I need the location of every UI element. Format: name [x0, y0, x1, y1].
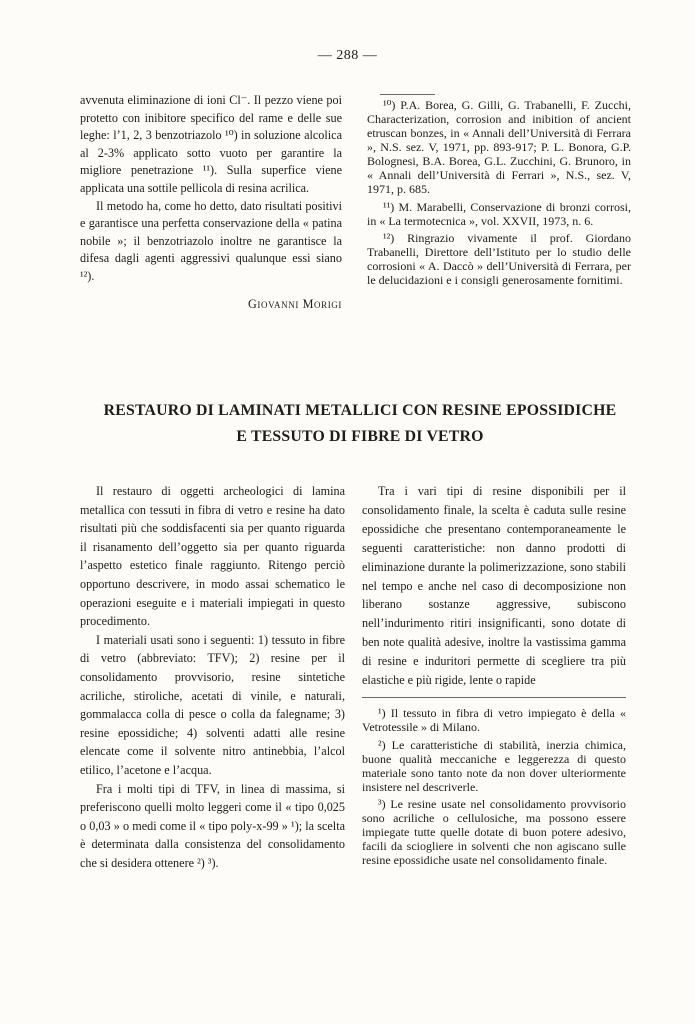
footnote: ¹) Il tessuto in fibra di vetro impiegato è della « Vetrotessile » di Milano. [362, 706, 626, 734]
author-signature: Giovanni Morigi [247, 296, 342, 311]
footnote-rule [380, 94, 435, 95]
page-number: — 288 — [317, 48, 378, 63]
paragraph: I materiali usati sono i seguenti: 1) tessuto in fibre di vetro (abbreviato: TFV); 2) resine per il consolidamento provvisorio, resine sintetiche acriliche, stiroliche, acetati di vinile, e naturali, gommalacca colla di pesce o colla da falegname; 3) resine epossidiche; 4) solventi adatti alle resine elencate come il solvente nitro antinebbia, l’alcol etilico, l’acetone e l’acqua. [80, 632, 345, 777]
article-left-column [80, 482, 345, 872]
paragraph: avvenuta eliminazione di ioni Cl⁻. Il pezzo viene poi protetto con inibitore specifico del rame e delle sue leghe: l’1, 2, 3 benzotriazolo ¹⁰) in soluzione alcolica al 2-3% applicato sotto vuoto per garantire la migliore penetrazione ¹¹). Sulla superfice viene applicata una sottile pellicola di resina acrilica. [80, 93, 342, 195]
footnote: ¹⁰) P.A. Borea, G. Gilli, G. Trabanelli, F. Zucchi, Characterization, corrosion and inibition of ancient etruscan bonzes, in « Annali dell’Università di Ferrara », N.S. sez. V, 1971, pp. 893-917; P. L. Bonora, G.P. Bolognesi, B.A. Borea, G.L. Zucchini, G. Brunoro, in « Annali dell’Università di Ferrari », N.S., sez. V, 1971, p. 685. [367, 98, 631, 196]
paragraph: Tra i vari tipi di resine disponibili per il consolidamento finale, la scelta è caduta sulle resine epossidiche che presentano contemporaneamente le seguenti caratteristiche: non danno prodotti di eliminazione durante la polimerizzazione, sono stabili nel tempo e anche nel caso di decomposizione non liberano sostanze aggressive, subiscono nell’indurimento ritiri insignificanti, sono dotate di ben note qualità adesive, inoltre la vastissima gamma di resine e induritori permette di scegliere tra più elastiche e più rigide, lente o rapide [362, 484, 626, 688]
paragraph: Fra i molti tipi di TFV, in linea di massima, si preferiscono quelli molto leggeri come il « tipo 0,025 o 0,03 » o medi come il « tipo poly-x-99 » ¹); la scelta è determinata dalla consistenza del consolidamento che si desidera ottenere ²) ³). [80, 781, 345, 870]
footnote: ²) Le caratteristiche di stabilità, inerzia chimica, buone qualità meccaniche e leggerezza di questo materiale sono tanto note da non dover ulteriormente insistere nel descriverle. [362, 737, 626, 794]
footnote: ³) Le resine usate nel consolidamento provvisorio sono acriliche o cellulosiche, ma possono essere impiegate tutte quelle dotate di buon potere adesivo, facili da sciogliere in solventi che non agiscano sulle resine epossidiche usate nel consolidamento finale. [362, 797, 626, 867]
footnote-rule [362, 697, 626, 698]
paragraph: Il restauro di oggetti archeologici di lamina metallica con tessuti in fibra di vetro e resine ha dato risultati più che soddisfacenti sia per quanto riguarda il risanamento dell’oggetto sia per quanto riguarda l’aspetto estetico finale raggiunto. Ritengo perciò opportuno descrivere, in modo assai schematico le operazioni eseguite e i materiali impiegati in questo procedimento. [80, 484, 345, 629]
article-title [60, 398, 660, 450]
article-title-line-2: E TESSUTO DI FIBRE DI VETRO [236, 428, 484, 445]
previous-article-footnotes [367, 98, 631, 291]
article-title-line-1: RESTAURO DI LAMINATI METALLICI CON RESINE EPOSSIDICHE [103, 402, 617, 419]
footnote: ¹²) Ringrazio vivamente il prof. Giordano Trabanelli, Direttore dell’Istituto per lo studio delle corrosioni « A. Daccò » dell’Università di Ferrara, per le delucidazioni e i consigli generosamente fornitimi. [367, 231, 631, 287]
article-footnotes [362, 706, 626, 871]
previous-article-column [80, 92, 342, 313]
footnote: ¹¹) M. Marabelli, Conservazione di bronzi corrosi, in « La termotecnica », vol. XXVII, 1973, n. 6. [367, 199, 631, 228]
article-right-column [362, 482, 626, 690]
paragraph: Il metodo ha, come ho detto, dato risultati positivi e garantisce una perfetta conservazione della « patina nobile »; il benzotriazolo inoltre ne garantisce la difesa dagli agenti aggressivi qualunque essi siano ¹²). [80, 198, 342, 283]
